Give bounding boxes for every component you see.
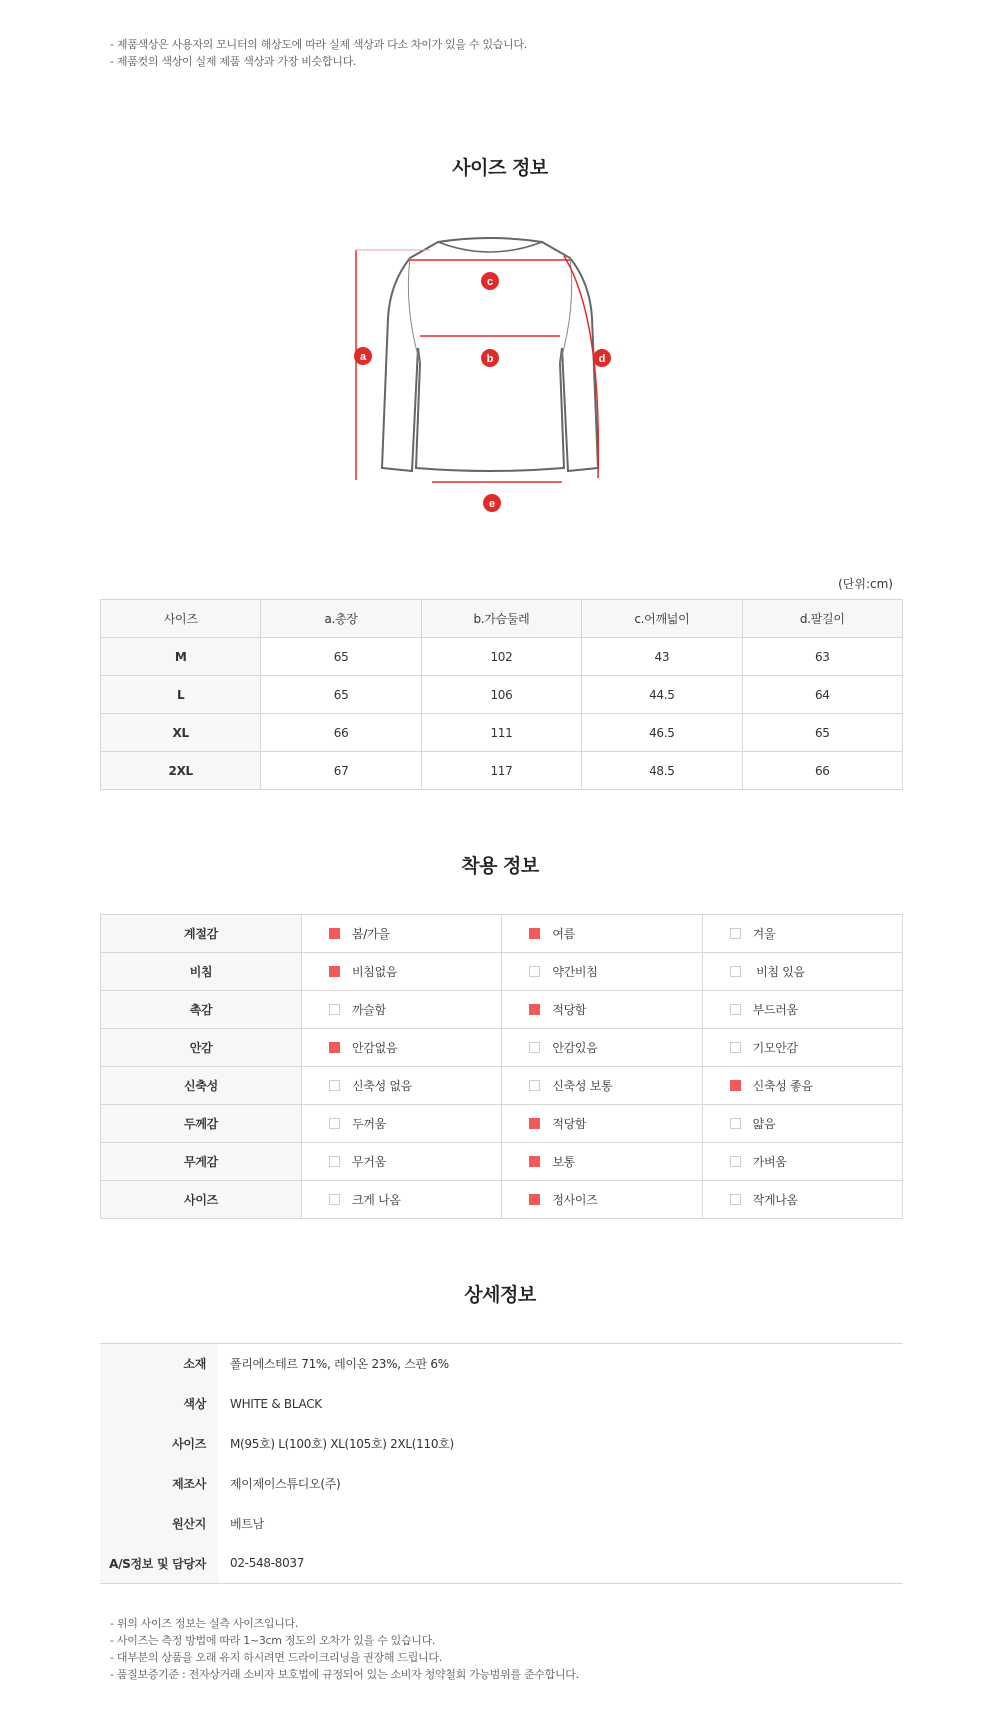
- wear-option: [302, 1181, 502, 1219]
- size-section-title: 사이즈 정보: [452, 157, 548, 179]
- size-cell: 65: [261, 676, 421, 714]
- wear-option-label: 작게나옴: [752, 1193, 798, 1207]
- checked-box-icon: [529, 1156, 540, 1167]
- wear-option: [302, 953, 502, 991]
- wear-option-label: 정사이즈: [552, 1193, 598, 1207]
- size-cell: M: [101, 638, 261, 676]
- size-cell: 2XL: [101, 752, 261, 790]
- size-cell: 64: [742, 676, 902, 714]
- wear-row-label: 촉감: [101, 991, 302, 1029]
- checked-box-icon: [329, 966, 340, 977]
- size-cell: L: [101, 676, 261, 714]
- unchecked-box-icon: [730, 1004, 741, 1015]
- size-cell: 117: [421, 752, 581, 790]
- detail-row-label: A/S정보 및 담당자: [100, 1544, 218, 1584]
- size-header-cell: a.총장: [261, 600, 421, 638]
- wear-row: [101, 1181, 903, 1219]
- wear-option: [702, 1181, 902, 1219]
- unchecked-box-icon: [329, 1118, 340, 1129]
- wear-option: [502, 953, 702, 991]
- unit-label: (단위:cm): [838, 577, 893, 591]
- size-cell: 63: [742, 638, 902, 676]
- unchecked-box-icon: [529, 966, 540, 977]
- detail-row-label: 소재: [100, 1344, 218, 1384]
- wear-option-label: 약간비침: [552, 965, 598, 979]
- detail-row: [100, 1424, 903, 1464]
- note-line: - 제품컷의 색상이 실제 제품 색상과 가장 비슷합니다.: [110, 55, 357, 68]
- size-table-header: [101, 600, 903, 638]
- unchecked-box-icon: [730, 1042, 741, 1053]
- detail-row-value: 베트남: [230, 1517, 264, 1531]
- wear-option: [702, 915, 902, 953]
- size-header-cell: b.가슴둘레: [421, 600, 581, 638]
- wear-option: [302, 915, 502, 953]
- checked-box-icon: [529, 928, 540, 939]
- wear-row: [101, 991, 903, 1029]
- unchecked-box-icon: [529, 1042, 540, 1053]
- wear-row-label: 신축성: [101, 1067, 302, 1105]
- note-line: - 품질보증기준 : 전자상거래 소비자 보호법에 규정되어 있는 소비자 청약철회 가능범위를 준수합니다.: [110, 1668, 579, 1681]
- wear-option-label: 겨울: [752, 927, 776, 941]
- wear-option: [702, 991, 902, 1029]
- unchecked-box-icon: [329, 1156, 340, 1167]
- note-line: - 대부분의 상품을 오래 유지 하시려면 드라이크리닝을 권장해 드립니다.: [110, 1651, 442, 1664]
- size-cell: 102: [421, 638, 581, 676]
- note-line: - 사이즈는 측정 방법에 따라 1~3cm 정도의 오차가 있을 수 있습니다.: [110, 1634, 436, 1647]
- detail-row-label: 원산지: [100, 1504, 218, 1544]
- wear-option-label: 비침없음: [352, 965, 398, 979]
- size-header-cell: 사이즈: [101, 600, 261, 638]
- wear-option-label: 신축성 보통: [552, 1079, 613, 1093]
- checked-box-icon: [529, 1194, 540, 1205]
- armhole-left: [408, 258, 420, 363]
- size-cell: 48.5: [582, 752, 742, 790]
- wear-option-label: 기모안감: [752, 1041, 798, 1055]
- wear-option: [302, 1143, 502, 1181]
- unchecked-box-icon: [329, 1194, 340, 1205]
- wear-row: [101, 1067, 903, 1105]
- wear-option: [302, 1029, 502, 1067]
- wear-option-label: 적당함: [552, 1003, 587, 1017]
- checked-box-icon: [730, 1080, 741, 1091]
- wear-row: [101, 1105, 903, 1143]
- unchecked-box-icon: [329, 1004, 340, 1015]
- wear-option-label: 보통: [552, 1155, 575, 1169]
- wear-option: [702, 1029, 902, 1067]
- detail-info-table: [100, 1343, 903, 1584]
- wear-option: [502, 991, 702, 1029]
- top-notes: [110, 36, 527, 70]
- wear-row-label: 계절감: [101, 915, 302, 953]
- wear-option: [302, 1105, 502, 1143]
- detail-row-value: M(95호) L(100호) XL(105호) 2XL(110호): [230, 1437, 454, 1451]
- size-cell: 46.5: [582, 714, 742, 752]
- wear-row: [101, 1029, 903, 1067]
- wear-option: [702, 1143, 902, 1181]
- detail-row-label: 제조사: [100, 1464, 218, 1504]
- detail-row-value: 02-548-8037: [230, 1556, 305, 1571]
- unchecked-box-icon: [529, 1080, 540, 1091]
- wear-option: [502, 1067, 702, 1105]
- wear-row-label: 비침: [101, 953, 302, 991]
- unchecked-box-icon: [730, 966, 741, 977]
- size-table-row: [101, 714, 903, 752]
- marker-d-label: d: [598, 353, 606, 365]
- detail-row: [100, 1544, 903, 1584]
- wear-option-label: 크게 나옴: [352, 1193, 401, 1207]
- wear-option-label: 적당함: [552, 1117, 587, 1131]
- size-table-row: [101, 676, 903, 714]
- size-header-cell: c.어깨넓이: [582, 600, 742, 638]
- marker-b-label: b: [486, 353, 494, 365]
- wear-row-label: 사이즈: [101, 1181, 302, 1219]
- unchecked-box-icon: [730, 1194, 741, 1205]
- wear-option: [502, 915, 702, 953]
- wear-info-table: [100, 914, 903, 1219]
- detail-row-value: 제이제이스튜디오(주): [230, 1477, 341, 1491]
- detail-row: [100, 1384, 903, 1424]
- wear-option-label: 신축성 좋음: [752, 1079, 813, 1093]
- wear-option-label: 비침 있음: [752, 965, 805, 979]
- checked-box-icon: [529, 1118, 540, 1129]
- size-cell: 65: [261, 638, 421, 676]
- marker-c-label: c: [486, 276, 494, 288]
- detail-row-label: 사이즈: [100, 1424, 218, 1464]
- wear-option: [302, 1067, 502, 1105]
- wear-option: [502, 1143, 702, 1181]
- unchecked-box-icon: [730, 1156, 741, 1167]
- wear-option-label: 봄/가을: [352, 927, 390, 941]
- note-line: - 제품색상은 사용자의 모니터의 해상도에 따라 실제 색상과 다소 차이가 있을 수 있습니다.: [110, 38, 527, 51]
- marker-e-label: e: [488, 498, 496, 510]
- wear-option: [302, 991, 502, 1029]
- size-table: [100, 599, 903, 790]
- detail-row-value: 폴리에스테르 71%, 레이온 23%, 스판 6%: [230, 1357, 449, 1372]
- wear-option-label: 가벼움: [752, 1155, 787, 1169]
- wear-option-label: 무거움: [352, 1155, 386, 1169]
- wear-option: [502, 1181, 702, 1219]
- detail-row: [100, 1504, 903, 1544]
- detail-row: [100, 1464, 903, 1504]
- wear-row-label: 두께감: [101, 1105, 302, 1143]
- wear-option-label: 부드러움: [752, 1003, 798, 1017]
- wear-option-label: 여름: [552, 927, 575, 941]
- size-table-row: [101, 752, 903, 790]
- wear-option: [702, 953, 902, 991]
- wear-option: [502, 1105, 702, 1143]
- size-cell: 67: [261, 752, 421, 790]
- size-cell: 66: [261, 714, 421, 752]
- size-header-cell: d.팔길이: [742, 600, 902, 638]
- wear-option-label: 안감있음: [552, 1041, 598, 1055]
- wear-row-label: 안감: [101, 1029, 302, 1067]
- unchecked-box-icon: [730, 928, 741, 939]
- size-cell: 106: [421, 676, 581, 714]
- wear-option-label: 얇음: [752, 1117, 776, 1131]
- size-cell: XL: [101, 714, 261, 752]
- unchecked-box-icon: [329, 1080, 340, 1091]
- wear-row: [101, 1143, 903, 1181]
- size-cell: 65: [742, 714, 902, 752]
- armhole-right: [560, 258, 572, 363]
- wear-row: [101, 953, 903, 991]
- detail-section-title: 상세정보: [464, 1284, 536, 1306]
- wear-option-label: 두꺼움: [352, 1117, 386, 1131]
- size-cell: 66: [742, 752, 902, 790]
- detail-row: [100, 1344, 903, 1384]
- unchecked-box-icon: [730, 1118, 741, 1129]
- marker-a-label: a: [359, 351, 367, 363]
- wear-option-label: 안감없음: [352, 1041, 398, 1055]
- bottom-notes: [110, 1615, 579, 1683]
- size-cell: 43: [582, 638, 742, 676]
- wear-option-label: 까슬함: [352, 1003, 386, 1017]
- detail-row-value: WHITE & BLACK: [230, 1396, 322, 1411]
- checked-box-icon: [329, 1042, 340, 1053]
- wear-row: [101, 915, 903, 953]
- wear-option: [502, 1029, 702, 1067]
- wear-section-title: 착용 정보: [461, 855, 539, 877]
- size-table-row: [101, 638, 903, 676]
- garment-inner-line: [438, 242, 542, 252]
- size-cell: 44.5: [582, 676, 742, 714]
- garment-size-diagram: [340, 228, 640, 518]
- checked-box-icon: [529, 1004, 540, 1015]
- wear-row-label: 무게감: [101, 1143, 302, 1181]
- detail-row-label: 색상: [100, 1384, 218, 1424]
- note-line: - 위의 사이즈 정보는 실측 사이즈입니다.: [110, 1617, 299, 1630]
- wear-option-label: 신축성 없음: [352, 1079, 412, 1093]
- wear-option: [702, 1067, 902, 1105]
- wear-option: [702, 1105, 902, 1143]
- size-cell: 111: [421, 714, 581, 752]
- checked-box-icon: [329, 928, 340, 939]
